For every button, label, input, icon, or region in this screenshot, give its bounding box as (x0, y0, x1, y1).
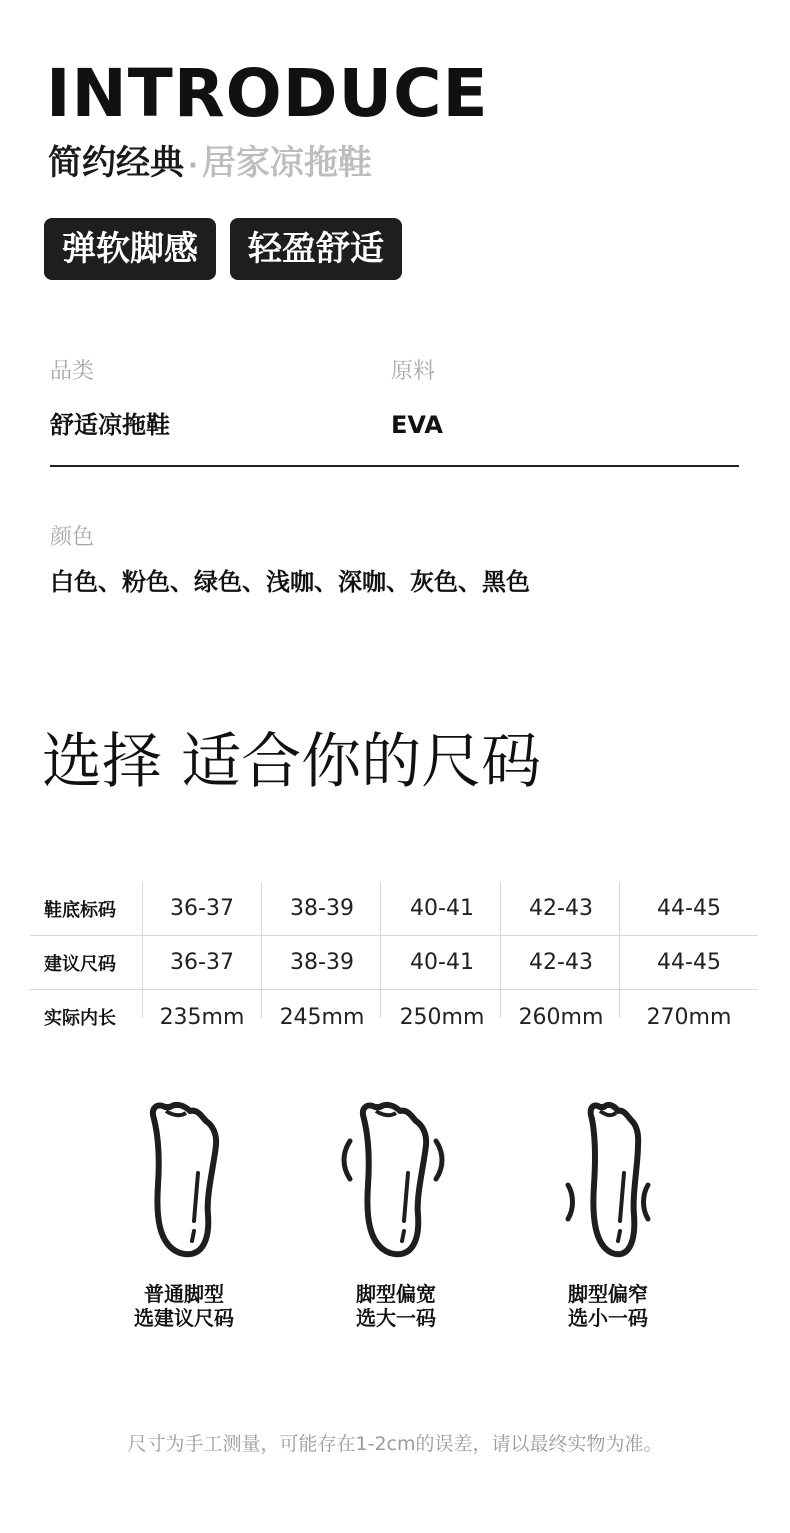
foot-wide-caption (296, 1282, 496, 1330)
size-row-header: 实际内长 (44, 1008, 116, 1029)
subtitle-main: 简约经典 (48, 143, 184, 183)
foot-wide-icon (330, 1095, 460, 1265)
size-cell: 40-41 (410, 950, 474, 975)
size-cell: 44-45 (657, 950, 721, 975)
foot-caption-line1: 普通脚型 (144, 1282, 224, 1306)
foot-narrow-icon (548, 1095, 678, 1265)
foot-caption-line1: 脚型偏宽 (356, 1282, 436, 1306)
table-column-divider (142, 882, 143, 1018)
size-cell: 38-39 (290, 950, 354, 975)
size-cell: 36-37 (170, 896, 234, 921)
size-row-header: 建议尺码 (44, 953, 116, 975)
size-cell: 38-39 (290, 896, 354, 921)
table-column-divider (619, 882, 620, 1018)
size-cell: 40-41 (410, 896, 474, 921)
size-cell: 36-37 (170, 950, 234, 975)
size-cell: 245mm (279, 1004, 365, 1030)
foot-caption-line2: 选建议尺码 (134, 1306, 234, 1330)
material-value: EVA (391, 411, 443, 439)
category-value: 舒适凉拖鞋 (50, 411, 170, 439)
size-cell: 235mm (159, 1004, 245, 1030)
feature-tag-light: 轻盈舒适 (230, 218, 402, 280)
feature-tag-soft: 弹软脚感 (44, 218, 216, 280)
foot-caption-line2: 选大一码 (356, 1306, 436, 1330)
size-row-header: 鞋底标码 (44, 899, 116, 921)
foot-caption-line2: 选小一码 (568, 1306, 648, 1330)
measurement-footnote: 尺寸为手工测量，可能存在1-2cm的误差，请以最终实物为准。 (127, 1433, 663, 1455)
size-heading: 选择 适合你的尺码 (42, 727, 542, 797)
size-cell: 42-43 (529, 896, 593, 921)
color-value: 白色、粉色、绿色、浅咖、深咖、灰色、黑色 (50, 568, 530, 596)
material-label: 原料 (391, 359, 436, 384)
subtitle-sub: 居家凉拖鞋 (201, 143, 372, 183)
size-row-sole (30, 882, 758, 936)
color-label: 颜色 (50, 525, 95, 550)
foot-normal-caption (84, 1282, 284, 1330)
category-label: 品类 (50, 359, 95, 384)
page-title: INTRODUCE (46, 55, 489, 132)
table-column-divider (380, 882, 381, 1018)
foot-narrow-caption (508, 1282, 708, 1330)
table-column-divider (500, 882, 501, 1018)
size-cell: 250mm (399, 1004, 485, 1030)
foot-caption-line1: 脚型偏窄 (568, 1282, 648, 1306)
table-column-divider (261, 882, 262, 1018)
size-row-length (30, 990, 758, 1044)
size-cell: 44-45 (657, 896, 721, 921)
foot-normal-icon (120, 1095, 250, 1265)
size-table (30, 882, 758, 1044)
spec-divider (50, 465, 739, 467)
size-cell: 270mm (646, 1004, 732, 1030)
subtitle (48, 142, 372, 187)
size-cell: 42-43 (529, 950, 593, 975)
subtitle-dot: · (188, 151, 198, 181)
size-cell: 260mm (518, 1004, 604, 1030)
size-row-suggested (30, 936, 758, 990)
